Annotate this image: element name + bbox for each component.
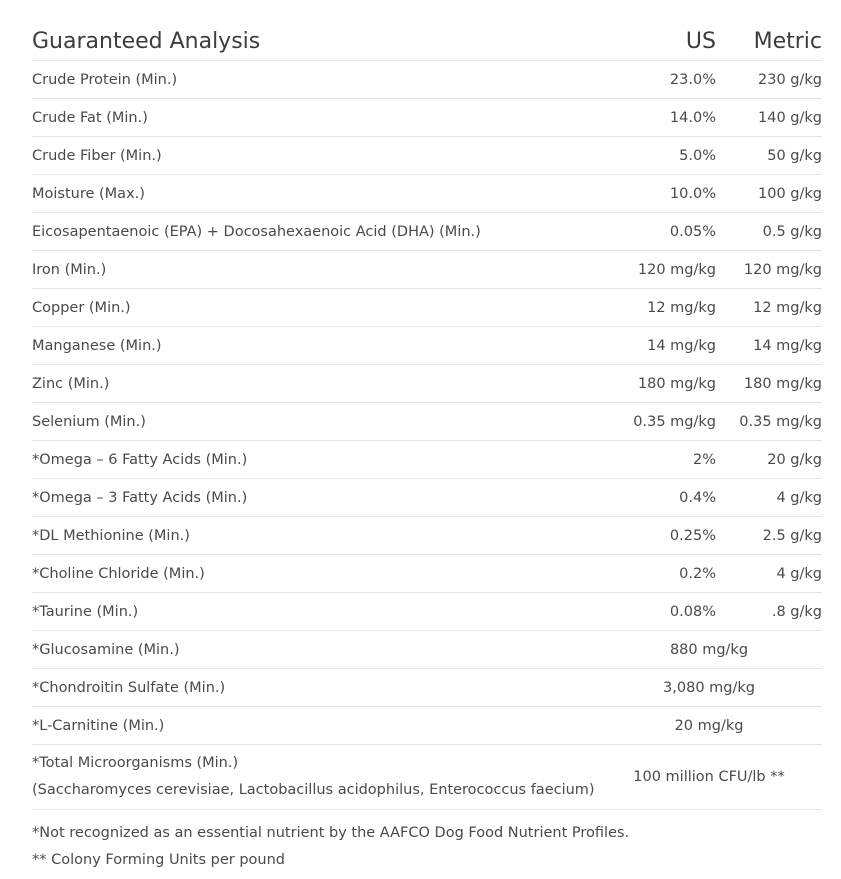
nutrient-name: *Taurine (Min.) bbox=[32, 593, 596, 631]
us-value: 10.0% bbox=[596, 175, 716, 213]
table-title: Guaranteed Analysis bbox=[32, 22, 596, 61]
metric-value: 120 mg/kg bbox=[716, 251, 822, 289]
nutrient-name: Crude Fiber (Min.) bbox=[32, 137, 596, 175]
combined-value: 880 mg/kg bbox=[596, 631, 822, 669]
metric-value: 4 g/kg bbox=[716, 555, 822, 593]
metric-value: 2.5 g/kg bbox=[716, 517, 822, 555]
nutrient-name: *Chondroitin Sulfate (Min.) bbox=[32, 669, 596, 707]
nutrient-name: Selenium (Min.) bbox=[32, 403, 596, 441]
us-value: 5.0% bbox=[596, 137, 716, 175]
nutrient-name: Crude Fat (Min.) bbox=[32, 99, 596, 137]
table-row bbox=[32, 631, 822, 669]
metric-value: 230 g/kg bbox=[716, 61, 822, 99]
combined-value: 100 million CFU/lb ** bbox=[596, 745, 822, 810]
nutrient-name: *L-Carnitine (Min.) bbox=[32, 707, 596, 745]
us-value: 0.4% bbox=[596, 479, 716, 517]
table-row bbox=[32, 99, 822, 137]
us-value: 12 mg/kg bbox=[596, 289, 716, 327]
us-value: 0.25% bbox=[596, 517, 716, 555]
table-row bbox=[32, 669, 822, 707]
table-row bbox=[32, 213, 822, 251]
us-value: 14 mg/kg bbox=[596, 327, 716, 365]
table-row bbox=[32, 289, 822, 327]
footnote-asterisk: *Not recognized as an essential nutrient by the AAFCO Dog Food Nutrient Profiles. bbox=[32, 825, 630, 841]
us-value: 14.0% bbox=[596, 99, 716, 137]
table-row bbox=[32, 403, 822, 441]
metric-value: 0.35 mg/kg bbox=[716, 403, 822, 441]
nutrient-name: *Glucosamine (Min.) bbox=[32, 631, 596, 669]
table-row bbox=[32, 441, 822, 479]
table-row bbox=[32, 327, 822, 365]
table-row bbox=[32, 593, 822, 631]
footnotes bbox=[32, 820, 629, 874]
us-value: 0.2% bbox=[596, 555, 716, 593]
microorganisms-cell bbox=[32, 745, 596, 810]
nutrient-name: *Omega – 3 Fatty Acids (Min.) bbox=[32, 479, 596, 517]
table-row bbox=[32, 251, 822, 289]
table-row bbox=[32, 61, 822, 99]
table-row bbox=[32, 137, 822, 175]
table-row bbox=[32, 707, 822, 745]
table-row bbox=[32, 745, 822, 810]
column-header-metric: Metric bbox=[716, 22, 822, 61]
metric-value: 14 mg/kg bbox=[716, 327, 822, 365]
metric-value: 12 mg/kg bbox=[716, 289, 822, 327]
combined-value: 3,080 mg/kg bbox=[596, 669, 822, 707]
footnote-double-asterisk: ** Colony Forming Units per pound bbox=[32, 852, 285, 868]
nutrient-name: Crude Protein (Min.) bbox=[32, 61, 596, 99]
metric-value: 140 g/kg bbox=[716, 99, 822, 137]
table-row bbox=[32, 479, 822, 517]
nutrient-name: *Choline Chloride (Min.) bbox=[32, 555, 596, 593]
table-header-row bbox=[32, 22, 822, 61]
metric-value: 4 g/kg bbox=[716, 479, 822, 517]
metric-value: 20 g/kg bbox=[716, 441, 822, 479]
nutrient-name: Eicosapentaenoic (EPA) + Docosahexaenoic Acid (DHA) (Min.) bbox=[32, 213, 596, 251]
table-row bbox=[32, 365, 822, 403]
microorganisms-note: (Saccharomyces cerevisiae, Lactobacillus acidophilus, Enterococcus faecium) bbox=[32, 782, 595, 798]
metric-value: .8 g/kg bbox=[716, 593, 822, 631]
guaranteed-analysis-table bbox=[32, 22, 822, 810]
us-value: 0.08% bbox=[596, 593, 716, 631]
column-header-us: US bbox=[596, 22, 716, 61]
nutrient-name: Moisture (Max.) bbox=[32, 175, 596, 213]
us-value: 23.0% bbox=[596, 61, 716, 99]
nutrient-name: *Omega – 6 Fatty Acids (Min.) bbox=[32, 441, 596, 479]
us-value: 120 mg/kg bbox=[596, 251, 716, 289]
nutrient-name: Zinc (Min.) bbox=[32, 365, 596, 403]
us-value: 180 mg/kg bbox=[596, 365, 716, 403]
us-value: 0.35 mg/kg bbox=[596, 403, 716, 441]
table-row bbox=[32, 555, 822, 593]
us-value: 0.05% bbox=[596, 213, 716, 251]
nutrient-name: Manganese (Min.) bbox=[32, 327, 596, 365]
nutrient-name: Iron (Min.) bbox=[32, 251, 596, 289]
combined-value: 20 mg/kg bbox=[596, 707, 822, 745]
nutrient-name: Copper (Min.) bbox=[32, 289, 596, 327]
table-row bbox=[32, 517, 822, 555]
metric-value: 100 g/kg bbox=[716, 175, 822, 213]
metric-value: 180 mg/kg bbox=[716, 365, 822, 403]
nutrient-name: *DL Methionine (Min.) bbox=[32, 517, 596, 555]
table-row bbox=[32, 175, 822, 213]
metric-value: 50 g/kg bbox=[716, 137, 822, 175]
nutrient-name: *Total Microorganisms (Min.) bbox=[32, 755, 239, 771]
metric-value: 0.5 g/kg bbox=[716, 213, 822, 251]
us-value: 2% bbox=[596, 441, 716, 479]
